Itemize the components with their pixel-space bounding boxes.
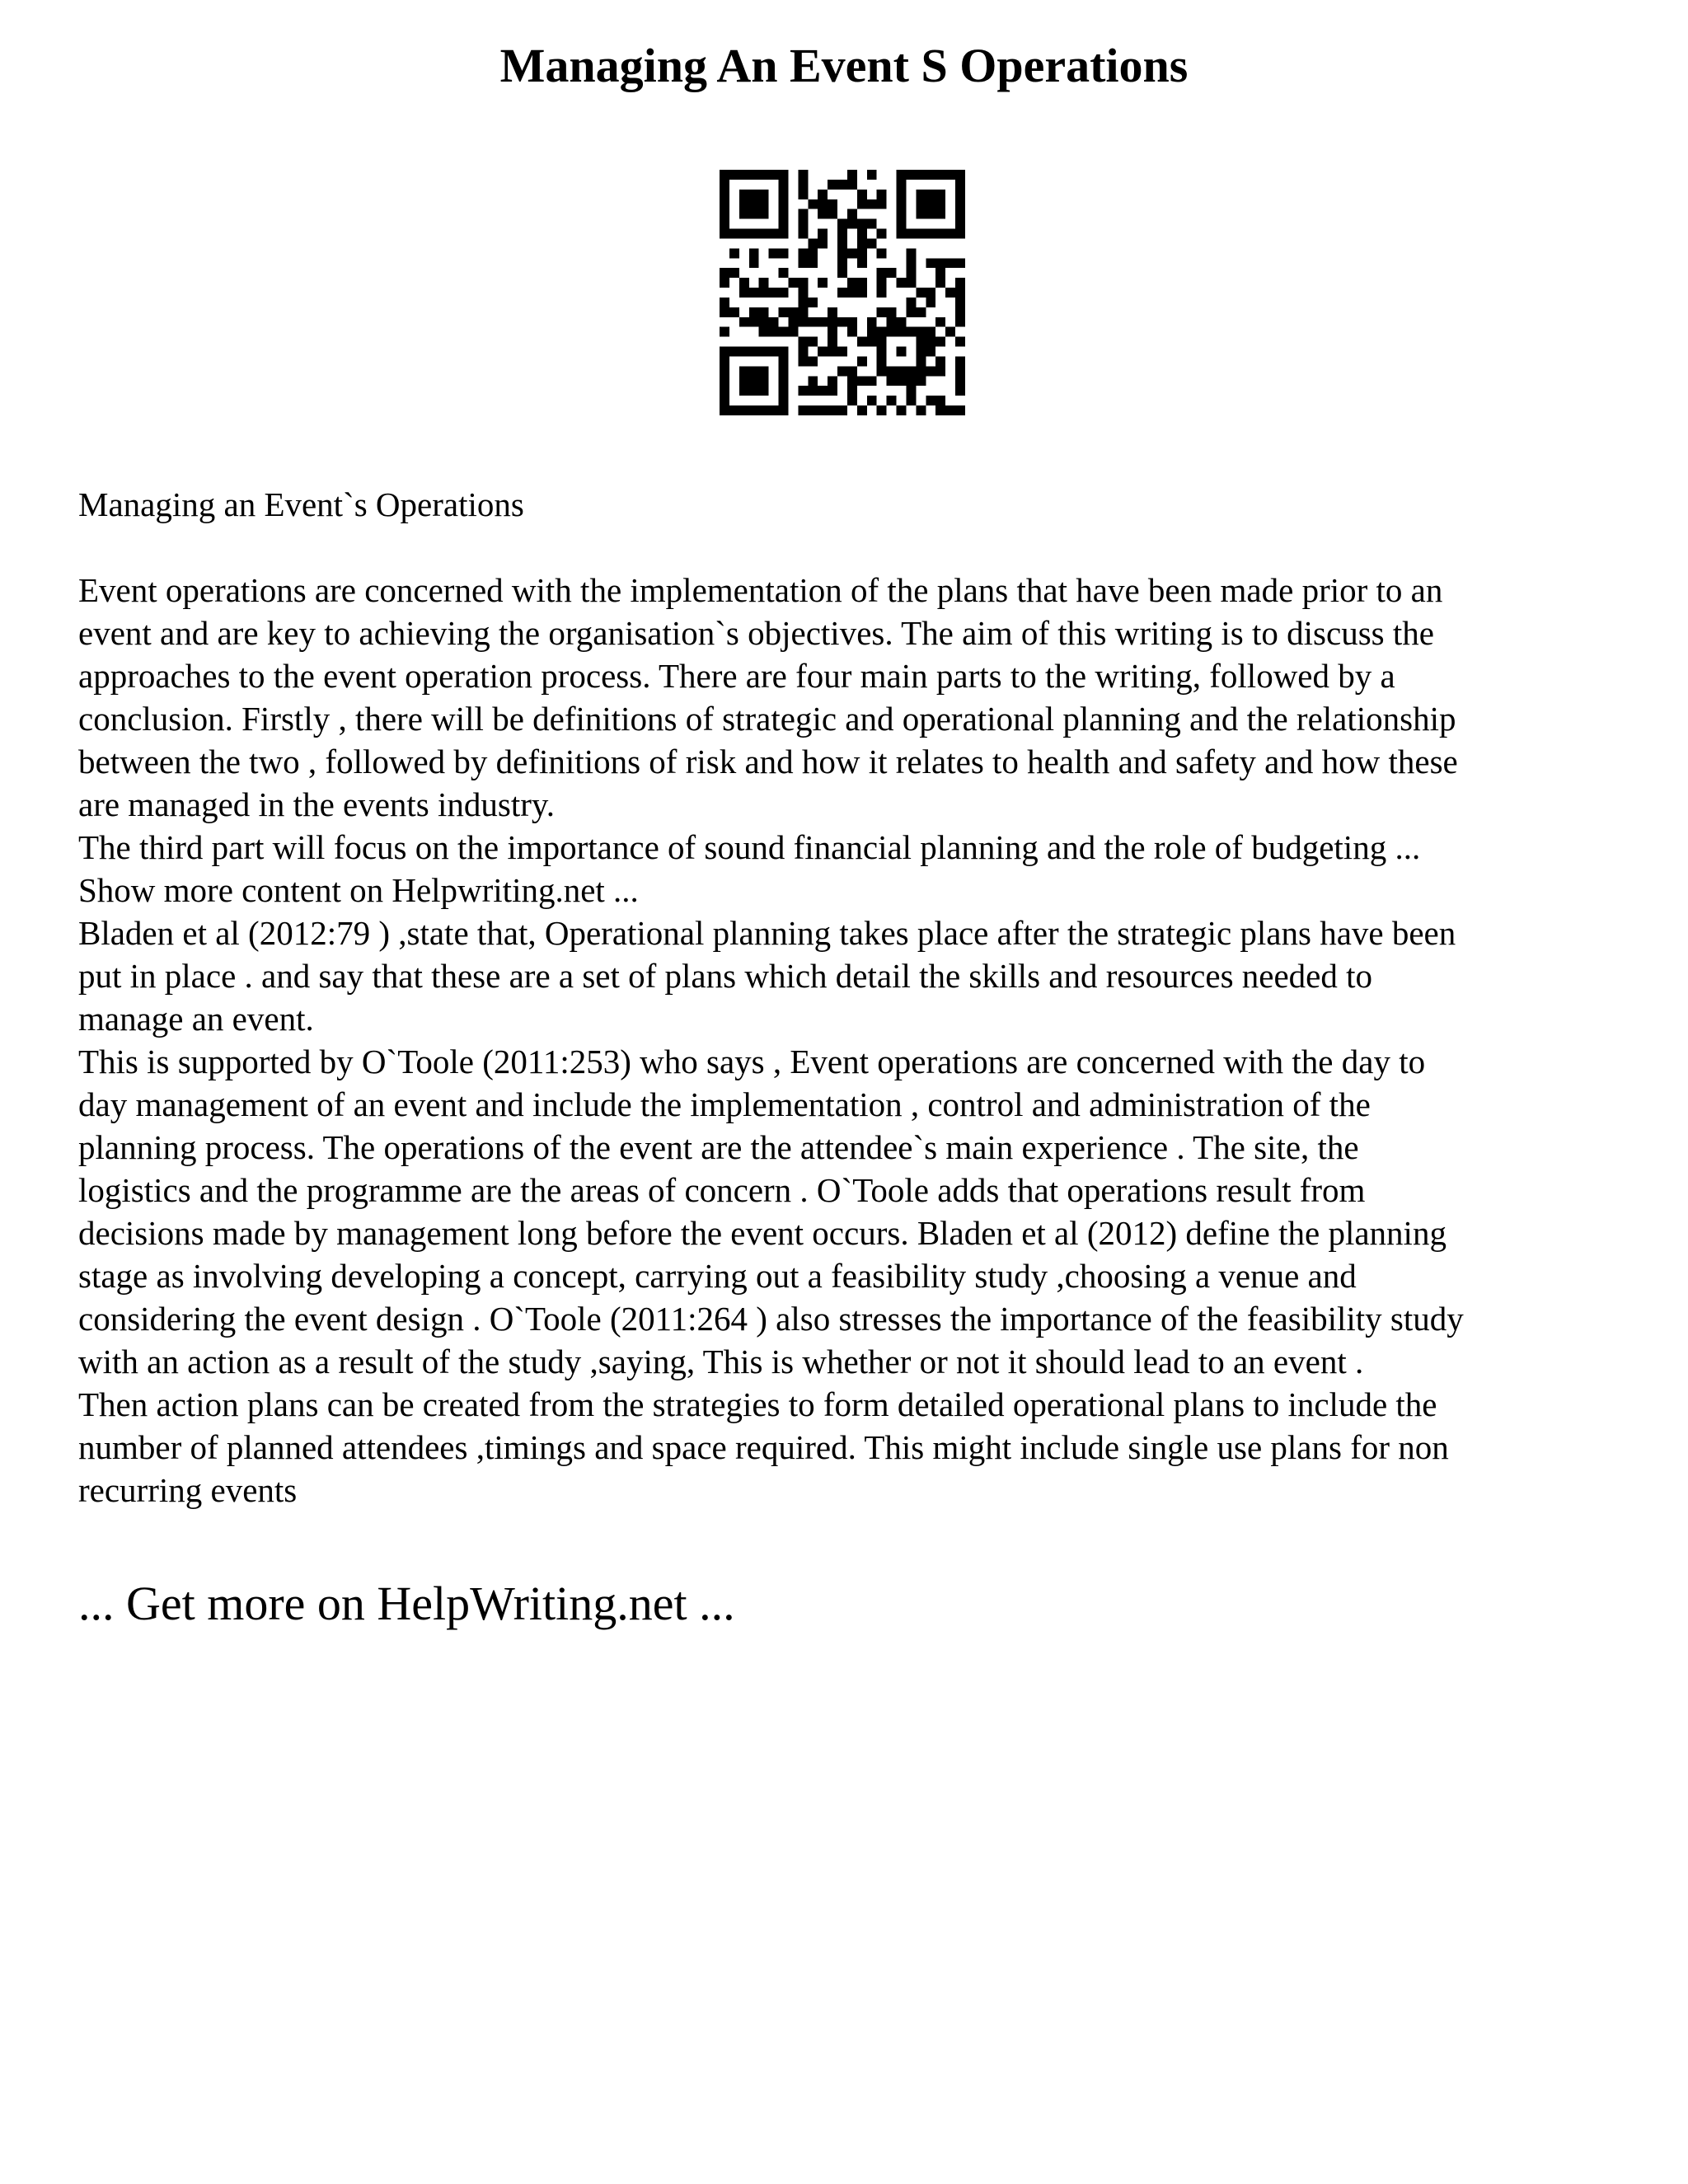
body-line: conclusion. Firstly , there will be definitions of strategic and operational planning and the relationship xyxy=(78,700,1456,738)
body-line: day management of an event and include the implementation , control and administration of the xyxy=(78,1085,1371,1123)
body-line: planning process. The operations of the event are the attendee`s main experience . The site, the xyxy=(78,1128,1359,1166)
body-line: logistics and the programme are the areas of concern . O`Toole adds that operations result from xyxy=(78,1171,1366,1209)
document-subtitle: Managing an Event`s Operations xyxy=(78,485,524,523)
body-line: The third part will focus on the importance of sound financial planning and the role of budgeting ... xyxy=(78,828,1421,866)
body-line: This is supported by O`Toole (2011:253) who says , Event operations are concerned with the day to xyxy=(78,1043,1426,1080)
body-line: decisions made by management long before the event occurs. Bladen et al (2012) define the planning xyxy=(78,1214,1447,1252)
body-line: recurring events xyxy=(78,1471,298,1509)
body-line: are managed in the events industry. xyxy=(78,785,555,823)
body-line: Bladen et al (2012:79 ) ,state that, Operational planning takes place after the strategic plans have been xyxy=(78,914,1456,952)
body-line: between the two , followed by definitions of risk and how it relates to health and safety and how these xyxy=(78,743,1458,780)
page-title: Managing An Event S Operations xyxy=(499,39,1189,92)
body-line: number of planned attendees ,timings and space required. This might include single use plans for non xyxy=(78,1428,1449,1466)
body-line: Then action plans can be created from the strategies to form detailed operational plans to include the xyxy=(78,1385,1437,1423)
body-line: manage an event. xyxy=(78,1000,314,1038)
body-text xyxy=(78,569,1628,1511)
body-line: approaches to the event operation process. There are four main parts to the writing, followed by a xyxy=(78,657,1395,695)
get-more-link[interactable]: ... Get more on HelpWriting.net ... xyxy=(78,1577,735,1630)
body-line: considering the event design . O`Toole (2011:264 ) also stresses the importance of the feasibility study xyxy=(78,1300,1464,1338)
body-line: put in place . and say that these are a set of plans which detail the skills and resources needed to xyxy=(78,957,1373,995)
body-line: with an action as a result of the study ,saying, This is whether or not it should lead to an event . xyxy=(78,1343,1364,1380)
body-line: Event operations are concerned with the implementation of the plans that have been made prior to an xyxy=(78,571,1443,609)
body-line: stage as involving developing a concept, carrying out a feasibility study ,choosing a venue and xyxy=(78,1257,1357,1295)
show-more-link[interactable]: Show more content on Helpwriting.net ... xyxy=(78,871,639,909)
body-line: event and are key to achieving the organisation`s objectives. The aim of this writing is to discuss the xyxy=(78,614,1434,652)
qr-code-icon xyxy=(720,170,965,415)
